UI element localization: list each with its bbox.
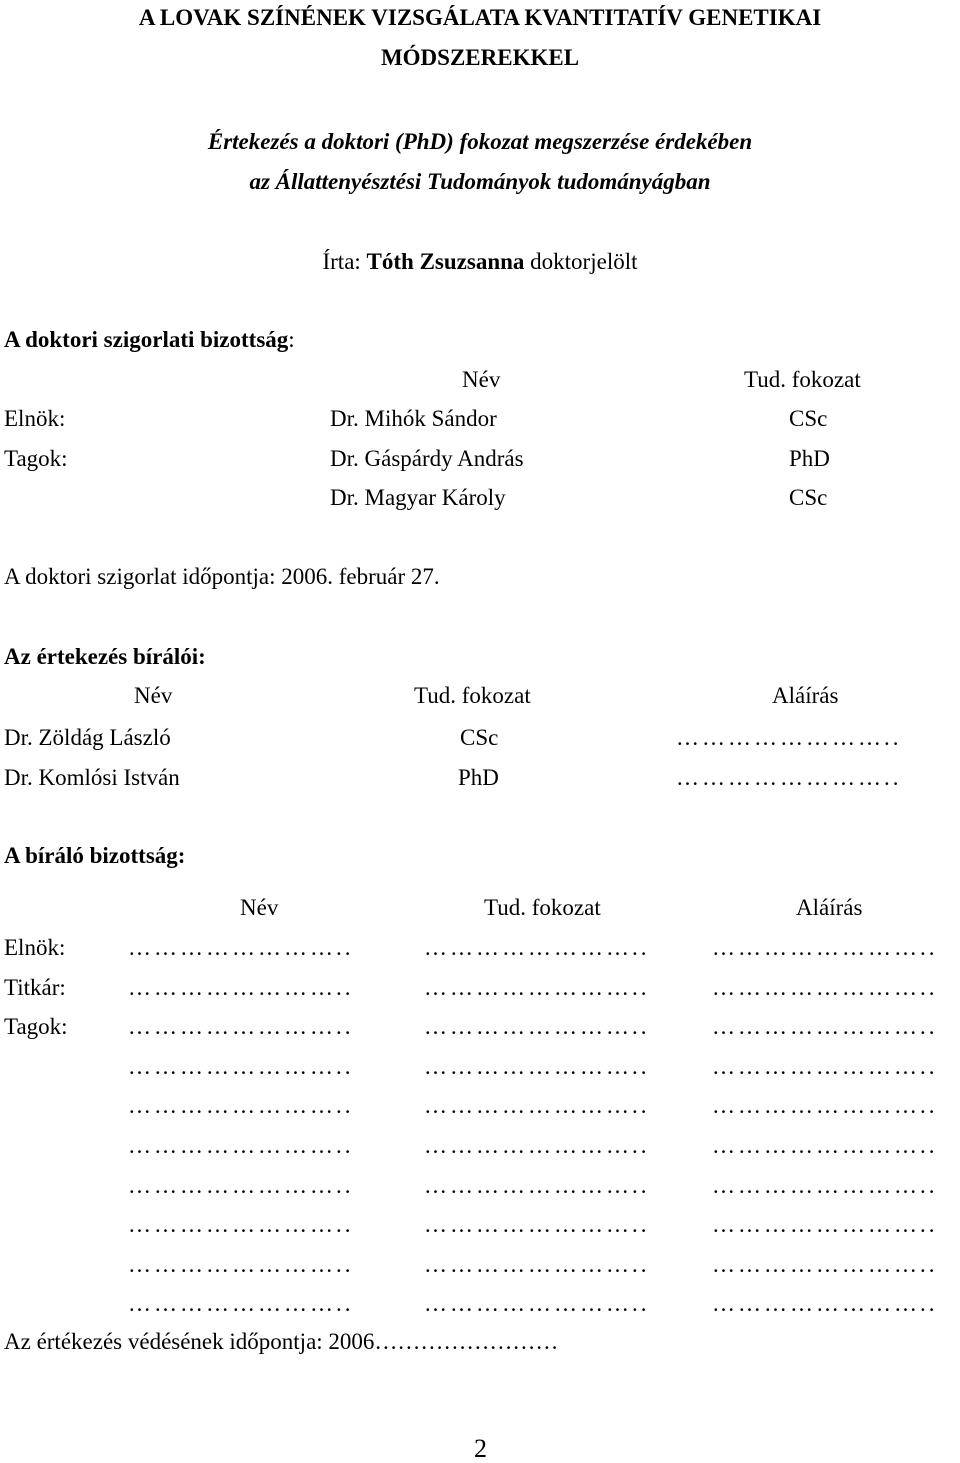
exam-committee-member-name: Dr. Mihók Sándor <box>330 406 497 431</box>
exam-committee-member-degree: PhD <box>789 446 830 471</box>
review-committee-signature-blank: …………………….. <box>712 1291 938 1316</box>
reviewers-col-name: Név <box>134 683 173 708</box>
review-committee-name-blank: …………………….. <box>128 1252 354 1277</box>
review-committee-col-signature: Aláírás <box>796 895 863 920</box>
review-committee-name-blank: …………………….. <box>128 975 354 1000</box>
exam-committee-member-name: Dr. Gáspárdy András <box>330 446 524 471</box>
review-committee-name-blank: …………………….. <box>128 1054 354 1079</box>
review-committee-signature-blank: …………………….. <box>712 1093 938 1118</box>
review-committee-degree-blank: …………………….. <box>424 1014 650 1039</box>
exam-committee-col-name: Név <box>462 367 501 392</box>
review-committee-degree-blank: …………………….. <box>424 1054 650 1079</box>
review-committee-signature-blank: …………………….. <box>712 1014 938 1039</box>
author-prefix: Írta: <box>322 249 367 274</box>
exam-committee-col-degree: Tud. fokozat <box>744 367 861 392</box>
document-title-line1: A LOVAK SZÍNÉNEK VIZSGÁLATA KVANTITATÍV GENETIKAI <box>138 5 822 30</box>
exam-committee-role: Tagok: <box>4 446 68 471</box>
review-committee-name-blank: …………………….. <box>128 1173 354 1198</box>
review-committee-signature-blank: …………………….. <box>712 1252 938 1277</box>
exam-committee-member-degree: CSc <box>789 406 828 431</box>
page-number: 2 <box>474 1434 487 1463</box>
review-committee-name-blank: …………………….. <box>128 1291 354 1316</box>
review-committee-role: Elnök: <box>4 935 66 960</box>
author-name: Tóth Zsuzsanna <box>366 249 525 274</box>
review-committee-heading: A bíráló bizottság: <box>4 843 186 868</box>
reviewer-name: Dr. Komlósi István <box>4 765 180 790</box>
review-committee-degree-blank: …………………….. <box>424 1133 650 1158</box>
subtitle-line1: Értekezés a doktori (PhD) fokozat megszerzése érdekében <box>207 129 753 154</box>
review-committee-name-blank: …………………….. <box>128 1212 354 1237</box>
review-committee-name-blank: …………………….. <box>128 1133 354 1158</box>
review-committee-name-blank: …………………….. <box>128 1014 354 1039</box>
exam-committee-role: Elnök: <box>4 406 66 431</box>
review-committee-role: Tagok: <box>4 1014 68 1039</box>
document-title-line2: MÓDSZEREKKEL <box>380 45 580 70</box>
reviewer-name: Dr. Zöldág László <box>4 725 171 750</box>
reviewer-degree: PhD <box>458 765 499 790</box>
reviewers-col-signature: Aláírás <box>772 683 839 708</box>
reviewer-signature-blank: …………………….. <box>676 725 902 750</box>
exam-committee-member-degree: CSc <box>789 485 828 510</box>
review-committee-role: Titkár: <box>4 975 66 1000</box>
review-committee-signature-blank: …………………….. <box>712 1054 938 1079</box>
review-committee-signature-blank: …………………….. <box>712 935 938 960</box>
review-committee-signature-blank: …………………….. <box>712 1212 938 1237</box>
review-committee-name-blank: …………………….. <box>128 1093 354 1118</box>
defense-date: Az értékezés védésének időpontja: 2006…………………… <box>4 1329 559 1354</box>
reviewer-degree: CSc <box>460 725 499 750</box>
review-committee-degree-blank: …………………….. <box>424 975 650 1000</box>
reviewers-heading: Az értekezés bírálói: <box>4 644 206 669</box>
review-committee-signature-blank: …………………….. <box>712 1173 938 1198</box>
reviewer-signature-blank: …………………….. <box>676 765 902 790</box>
review-committee-name-blank: …………………….. <box>128 935 354 960</box>
exam-committee-member-name: Dr. Magyar Károly <box>330 485 506 510</box>
review-committee-degree-blank: …………………….. <box>424 1093 650 1118</box>
author-suffix: doktorjelölt <box>524 249 638 274</box>
author-line <box>0 250 960 273</box>
exam-committee-heading: A doktori szigorlati bizottság: <box>4 327 295 352</box>
review-committee-signature-blank: …………………….. <box>712 1133 938 1158</box>
review-committee-degree-blank: …………………….. <box>424 1252 650 1277</box>
reviewers-col-degree: Tud. fokozat <box>414 683 531 708</box>
subtitle-line2: az Állattenyésztési Tudományok tudományágban <box>249 169 711 194</box>
exam-date: A doktori szigorlat időpontja: 2006. február 27. <box>4 564 440 589</box>
review-committee-col-name: Név <box>240 895 279 920</box>
review-committee-col-degree: Tud. fokozat <box>484 895 601 920</box>
review-committee-signature-blank: …………………….. <box>712 975 938 1000</box>
review-committee-degree-blank: …………………….. <box>424 935 650 960</box>
review-committee-degree-blank: …………………….. <box>424 1173 650 1198</box>
review-committee-degree-blank: …………………….. <box>424 1212 650 1237</box>
review-committee-degree-blank: …………………….. <box>424 1291 650 1316</box>
